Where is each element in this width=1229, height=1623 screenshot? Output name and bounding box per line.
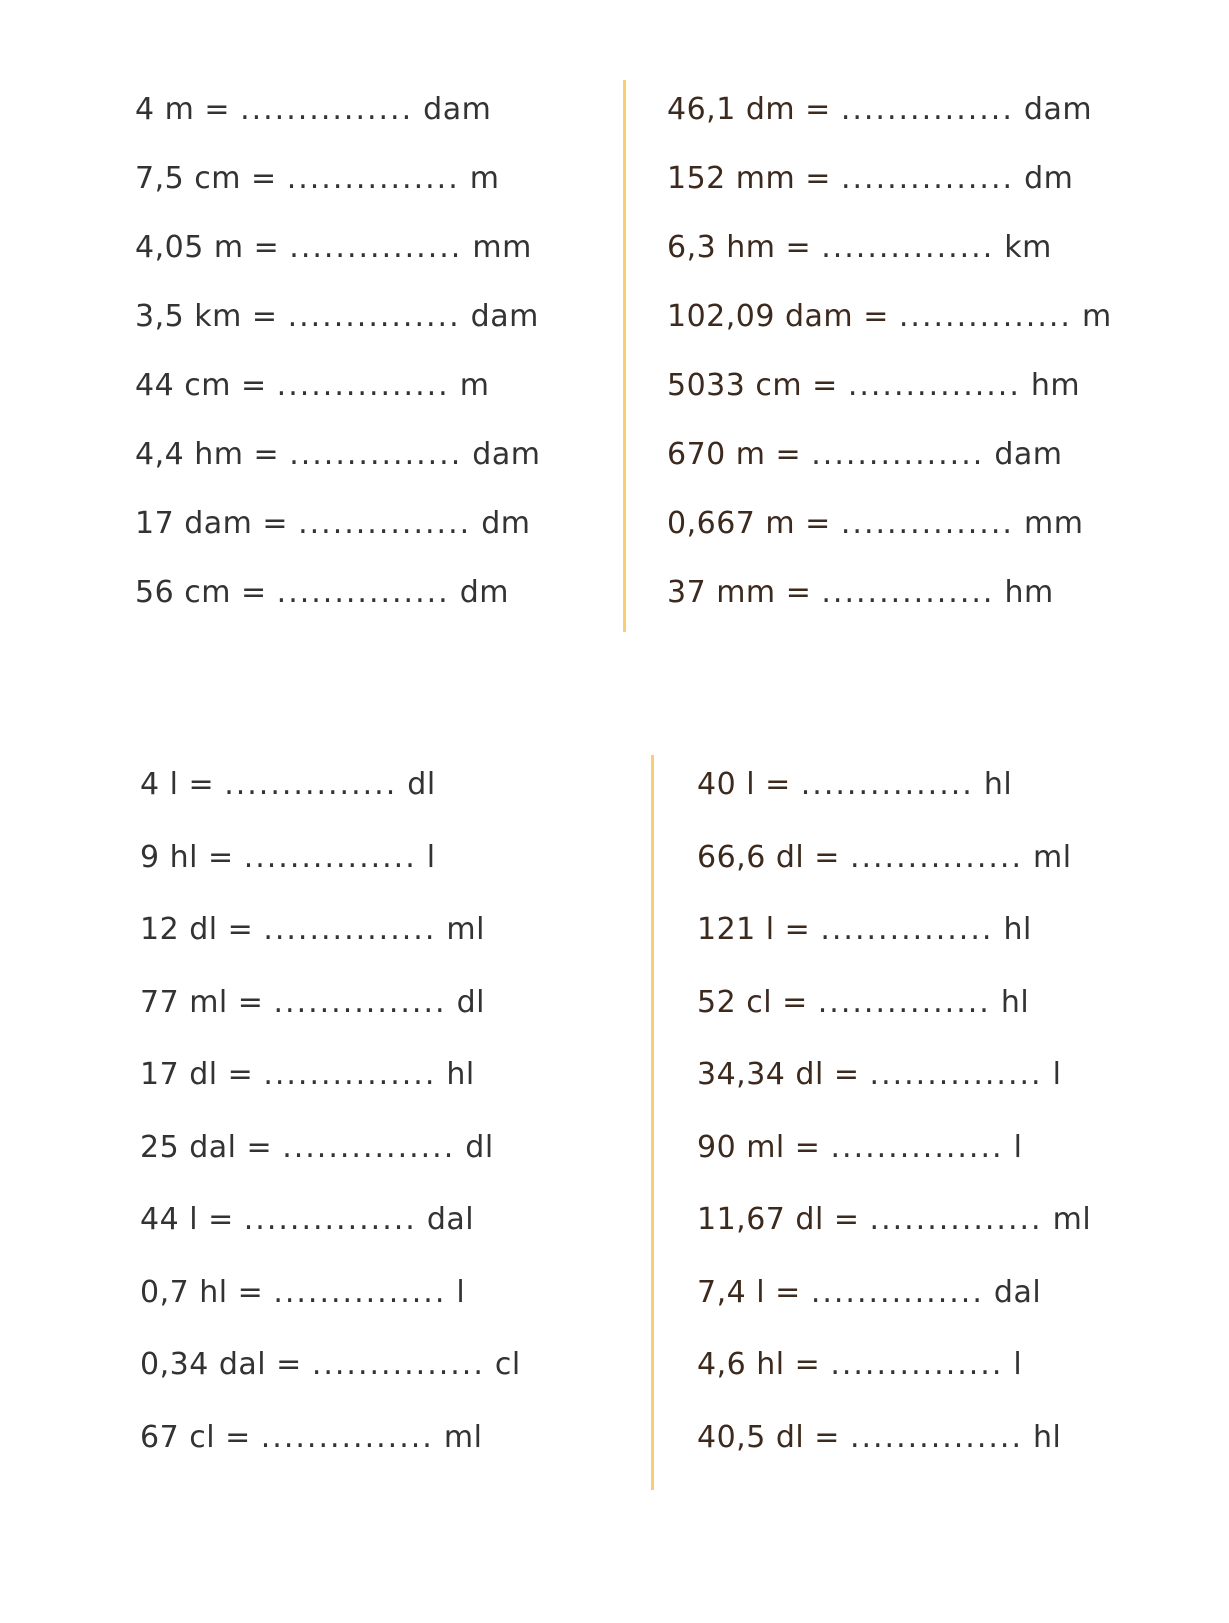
answer-blank[interactable]: ............... <box>224 767 398 802</box>
target-unit: dam <box>470 299 539 334</box>
column-divider <box>623 80 626 632</box>
conversion-expression: 34,34 dl = <box>697 1057 860 1092</box>
target-unit: dam <box>994 437 1063 472</box>
answer-blank[interactable]: ............... <box>289 230 463 265</box>
conversion-expression: 17 dam = <box>135 506 289 541</box>
answer-blank[interactable]: ............... <box>840 92 1014 127</box>
target-unit: dam <box>472 437 541 472</box>
conversion-exercise <box>697 1345 1022 1385</box>
answer-blank[interactable]: ............... <box>263 912 437 947</box>
conversion-expression: 0,667 m = <box>667 506 831 541</box>
conversion-exercise <box>667 159 1073 199</box>
target-unit: l <box>1052 1057 1062 1092</box>
conversion-expression: 46,1 dm = <box>667 92 831 127</box>
conversion-expression: 90 ml = <box>697 1129 821 1165</box>
answer-blank[interactable]: ............... <box>820 912 994 947</box>
conversion-expression: 11,67 dl = <box>697 1202 860 1237</box>
conversion-exercise <box>667 573 1054 613</box>
conversion-expression: 9 hl = <box>140 839 234 875</box>
conversion-exercise <box>140 1418 482 1458</box>
answer-blank[interactable]: ............... <box>849 1419 1023 1455</box>
conversion-expression: 102,09 dam = <box>667 299 889 334</box>
target-unit: hl <box>983 767 1013 802</box>
conversion-exercise <box>667 435 1063 475</box>
conversion-exercise <box>667 297 1112 337</box>
answer-blank[interactable]: ............... <box>847 368 1021 403</box>
conversion-exercise <box>135 159 500 199</box>
conversion-exercise <box>697 910 1032 950</box>
conversion-exercise <box>697 1418 1061 1458</box>
target-unit: dm <box>459 575 510 610</box>
target-unit: dal <box>993 1274 1042 1310</box>
answer-blank[interactable]: ............... <box>849 839 1023 875</box>
target-unit: dl <box>465 1129 494 1165</box>
conversion-expression: 7,4 l = <box>697 1274 801 1310</box>
conversion-expression: 40 l = <box>697 767 791 802</box>
conversion-expression: 4,4 hm = <box>135 437 280 472</box>
volume-conversions-section <box>0 755 1229 1505</box>
conversion-expression: 44 l = <box>140 1202 234 1237</box>
answer-blank[interactable]: ............... <box>869 1202 1043 1237</box>
conversion-expression: 25 dal = <box>140 1129 273 1165</box>
answer-blank[interactable]: ............... <box>243 839 417 875</box>
conversion-exercise <box>667 504 1083 544</box>
target-unit: l <box>1013 1129 1023 1165</box>
conversion-exercise <box>140 983 485 1023</box>
target-unit: ml <box>1052 1202 1092 1237</box>
target-unit: m <box>1081 299 1112 334</box>
conversion-expression: 4,6 hl = <box>697 1347 821 1382</box>
conversion-expression: 4,05 m = <box>135 230 280 265</box>
column-divider <box>651 755 654 1490</box>
conversion-exercise <box>140 910 485 950</box>
target-unit: ml <box>443 1419 483 1455</box>
target-unit: dam <box>1023 92 1093 127</box>
answer-blank[interactable]: ............... <box>821 575 995 610</box>
conversion-exercise <box>140 1345 521 1385</box>
conversion-exercise <box>140 1055 475 1095</box>
conversion-exercise <box>697 1200 1091 1240</box>
conversion-expression: 4 l = <box>140 767 215 802</box>
answer-blank[interactable]: ............... <box>830 1347 1004 1382</box>
answer-blank[interactable]: ............... <box>289 437 463 472</box>
answer-blank[interactable]: ............... <box>869 1057 1043 1092</box>
conversion-expression: 52 cl = <box>697 984 808 1020</box>
answer-blank[interactable]: ............... <box>286 161 460 196</box>
answer-blank[interactable]: ............... <box>821 230 995 265</box>
target-unit: cl <box>494 1347 521 1382</box>
target-unit: hm <box>1030 368 1081 403</box>
conversion-expression: 0,34 dal = <box>140 1347 302 1382</box>
answer-blank[interactable]: ............... <box>276 368 450 403</box>
conversion-expression: 67 cl = <box>140 1419 251 1455</box>
answer-blank[interactable]: ............... <box>282 1129 456 1165</box>
target-unit: dal <box>426 1202 475 1237</box>
conversion-exercise <box>667 90 1092 130</box>
conversion-exercise <box>697 983 1029 1023</box>
conversion-expression: 6,3 hm = <box>667 230 812 265</box>
conversion-expression: 17 dl = <box>140 1057 254 1092</box>
conversion-exercise <box>697 1128 1022 1168</box>
target-unit: hl <box>1003 912 1032 947</box>
target-unit: l <box>426 839 436 875</box>
conversion-expression: 3,5 km = <box>135 299 278 334</box>
answer-blank[interactable]: ............... <box>273 1274 447 1310</box>
conversion-expression: 0,7 hl = <box>140 1274 264 1310</box>
conversion-exercise <box>140 1128 494 1168</box>
conversion-expression: 44 cm = <box>135 368 267 403</box>
conversion-exercise <box>140 838 436 878</box>
conversion-exercise <box>140 1200 474 1240</box>
conversion-expression: 5033 cm = <box>667 368 838 403</box>
target-unit: ml <box>1033 839 1072 875</box>
conversion-exercise <box>135 504 530 544</box>
target-unit: hl <box>1033 1419 1062 1455</box>
answer-blank[interactable]: ............... <box>243 1202 417 1237</box>
answer-blank[interactable]: ............... <box>260 1419 434 1455</box>
conversion-exercise <box>135 90 491 130</box>
target-unit: dam <box>423 92 492 127</box>
target-unit: l <box>456 1274 466 1310</box>
conversion-exercise <box>135 573 509 613</box>
conversion-exercise <box>135 228 532 268</box>
conversion-expression: 4 m = <box>135 92 231 127</box>
conversion-exercise <box>697 838 1072 878</box>
answer-blank[interactable]: ............... <box>311 1347 485 1382</box>
conversion-expression: 670 m = <box>667 437 802 472</box>
conversion-expression: 56 cm = <box>135 575 267 610</box>
answer-blank[interactable]: ............... <box>287 299 461 334</box>
conversion-exercise <box>697 1273 1041 1313</box>
target-unit: m <box>469 161 500 196</box>
conversion-exercise <box>667 228 1052 268</box>
answer-blank[interactable]: ............... <box>898 299 1072 334</box>
conversion-expression: 77 ml = <box>140 984 264 1020</box>
answer-blank[interactable]: ............... <box>840 161 1015 196</box>
answer-blank[interactable]: ............... <box>273 984 447 1020</box>
conversion-expression: 66,6 dl = <box>697 839 840 875</box>
conversion-expression: 152 mm = <box>667 161 831 196</box>
answer-blank[interactable]: ............... <box>810 1274 984 1310</box>
conversion-exercise <box>140 1273 465 1313</box>
target-unit: dm <box>481 506 531 541</box>
target-unit: hl <box>446 1057 475 1092</box>
conversion-expression: 37 mm = <box>667 575 812 610</box>
answer-blank[interactable]: ............... <box>817 984 991 1020</box>
answer-blank[interactable]: ............... <box>811 437 985 472</box>
conversion-exercise <box>667 366 1080 406</box>
answer-blank[interactable]: ............... <box>240 92 414 127</box>
target-unit: l <box>1013 1347 1023 1382</box>
length-conversions-section <box>0 80 1229 640</box>
target-unit: hm <box>1004 575 1054 610</box>
answer-blank[interactable]: ............... <box>276 575 450 610</box>
target-unit: dl <box>407 767 436 802</box>
conversion-expression: 40,5 dl = <box>697 1419 840 1455</box>
target-unit: mm <box>472 230 532 265</box>
answer-blank[interactable]: ............... <box>263 1057 437 1092</box>
answer-blank[interactable]: ............... <box>298 506 472 541</box>
conversion-expression: 121 l = <box>697 912 811 947</box>
target-unit: hl <box>1000 984 1030 1020</box>
conversion-expression: 7,5 cm = <box>135 161 277 196</box>
target-unit: km <box>1004 230 1052 265</box>
conversion-exercise <box>697 1055 1061 1095</box>
answer-blank[interactable]: ............... <box>830 1129 1004 1165</box>
answer-blank[interactable]: ............... <box>800 767 974 802</box>
target-unit: dl <box>456 984 485 1020</box>
answer-blank[interactable]: ............... <box>840 506 1014 541</box>
conversion-exercise <box>135 366 489 406</box>
target-unit: ml <box>446 912 485 947</box>
conversion-exercise <box>697 765 1012 805</box>
target-unit: dm <box>1024 161 1074 196</box>
target-unit: mm <box>1023 506 1084 541</box>
conversion-exercise <box>135 435 540 475</box>
conversion-expression: 12 dl = <box>140 912 254 947</box>
conversion-exercise <box>140 765 436 805</box>
target-unit: m <box>459 368 490 403</box>
conversion-exercise <box>135 297 539 337</box>
